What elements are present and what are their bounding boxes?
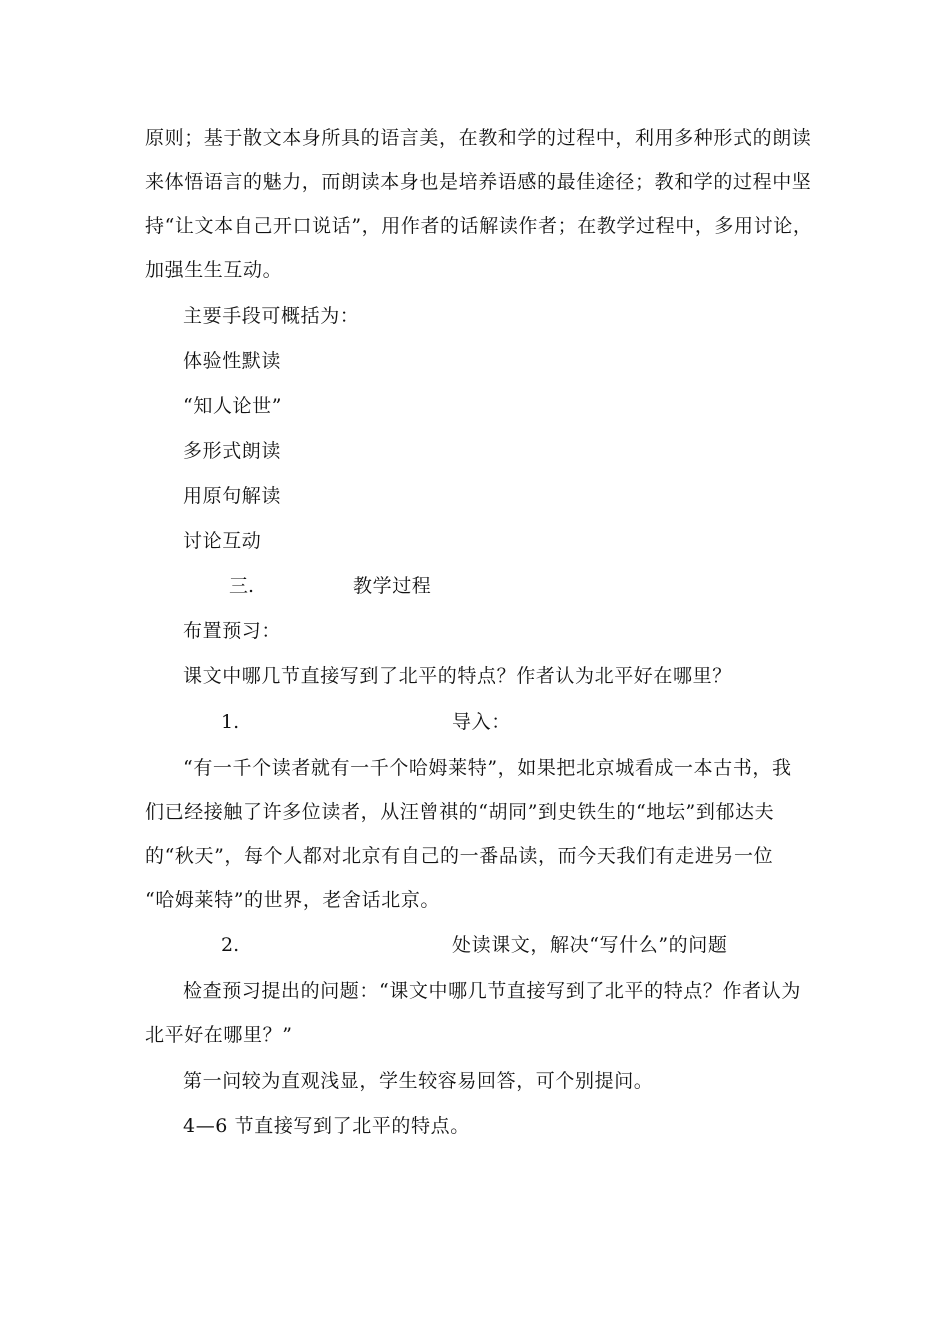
step1-line: “有一千个读者就有一千个哈姆莱特”，如果把北京城看成一本古书，我 — [183, 757, 792, 779]
means-item: “知人论世” — [183, 395, 283, 417]
step-title: 处读课文，解决“写什么”的问题 — [452, 934, 728, 956]
means-intro: 主要手段可概括为： — [183, 305, 360, 327]
means-item: 用原句解读 — [183, 485, 282, 507]
preview-question: 课文中哪几节直接写到了北平的特点？作者认为北平好在哪里？ — [183, 665, 732, 687]
step2-check-line: 北平好在哪里？” — [145, 1024, 293, 1046]
step1-line: 的“秋天”，每个人都对北京有自己的一番品读，而今天我们有走进另一位 — [145, 845, 774, 867]
step2-note: 第一问较为直观浅显，学生较容易回答，可个别提问。 — [183, 1070, 654, 1092]
step-title: 导入： — [452, 711, 511, 733]
section-number: 三. — [229, 575, 255, 597]
step-number: 2. — [221, 934, 240, 956]
section-title: 教学过程 — [353, 575, 432, 597]
paragraph-line: 来体悟语言的魅力，而朗读本身也是培养语感的最佳途径；教和学的过程中坚 — [145, 171, 812, 193]
paragraph-line: 原则；基于散文本身所具的语言美，在教和学的过程中，利用多种形式的朗读 — [145, 127, 812, 149]
means-item: 多形式朗读 — [183, 440, 282, 462]
step2-check-line: 检查预习提出的问题：“课文中哪几节直接写到了北平的特点？作者认为 — [183, 980, 801, 1002]
step2-answer: 4—6 节直接写到了北平的特点。 — [183, 1115, 470, 1137]
step1-line: 们已经接触了许多位读者，从汪曾祺的“胡同”到史铁生的“地坛”到郁达夫 — [145, 801, 775, 823]
paragraph-line: 加强生生互动。 — [145, 259, 283, 281]
means-item: 体验性默读 — [183, 350, 282, 372]
preview-label: 布置预习： — [183, 620, 282, 642]
step1-line: “哈姆莱特”的世界，老舍话北京。 — [145, 889, 441, 911]
paragraph-line: 持“让文本自己开口说话”，用作者的话解读作者；在教学过程中，多用讨论， — [145, 215, 813, 237]
means-item: 讨论互动 — [183, 530, 262, 552]
step-number: 1. — [221, 711, 240, 733]
